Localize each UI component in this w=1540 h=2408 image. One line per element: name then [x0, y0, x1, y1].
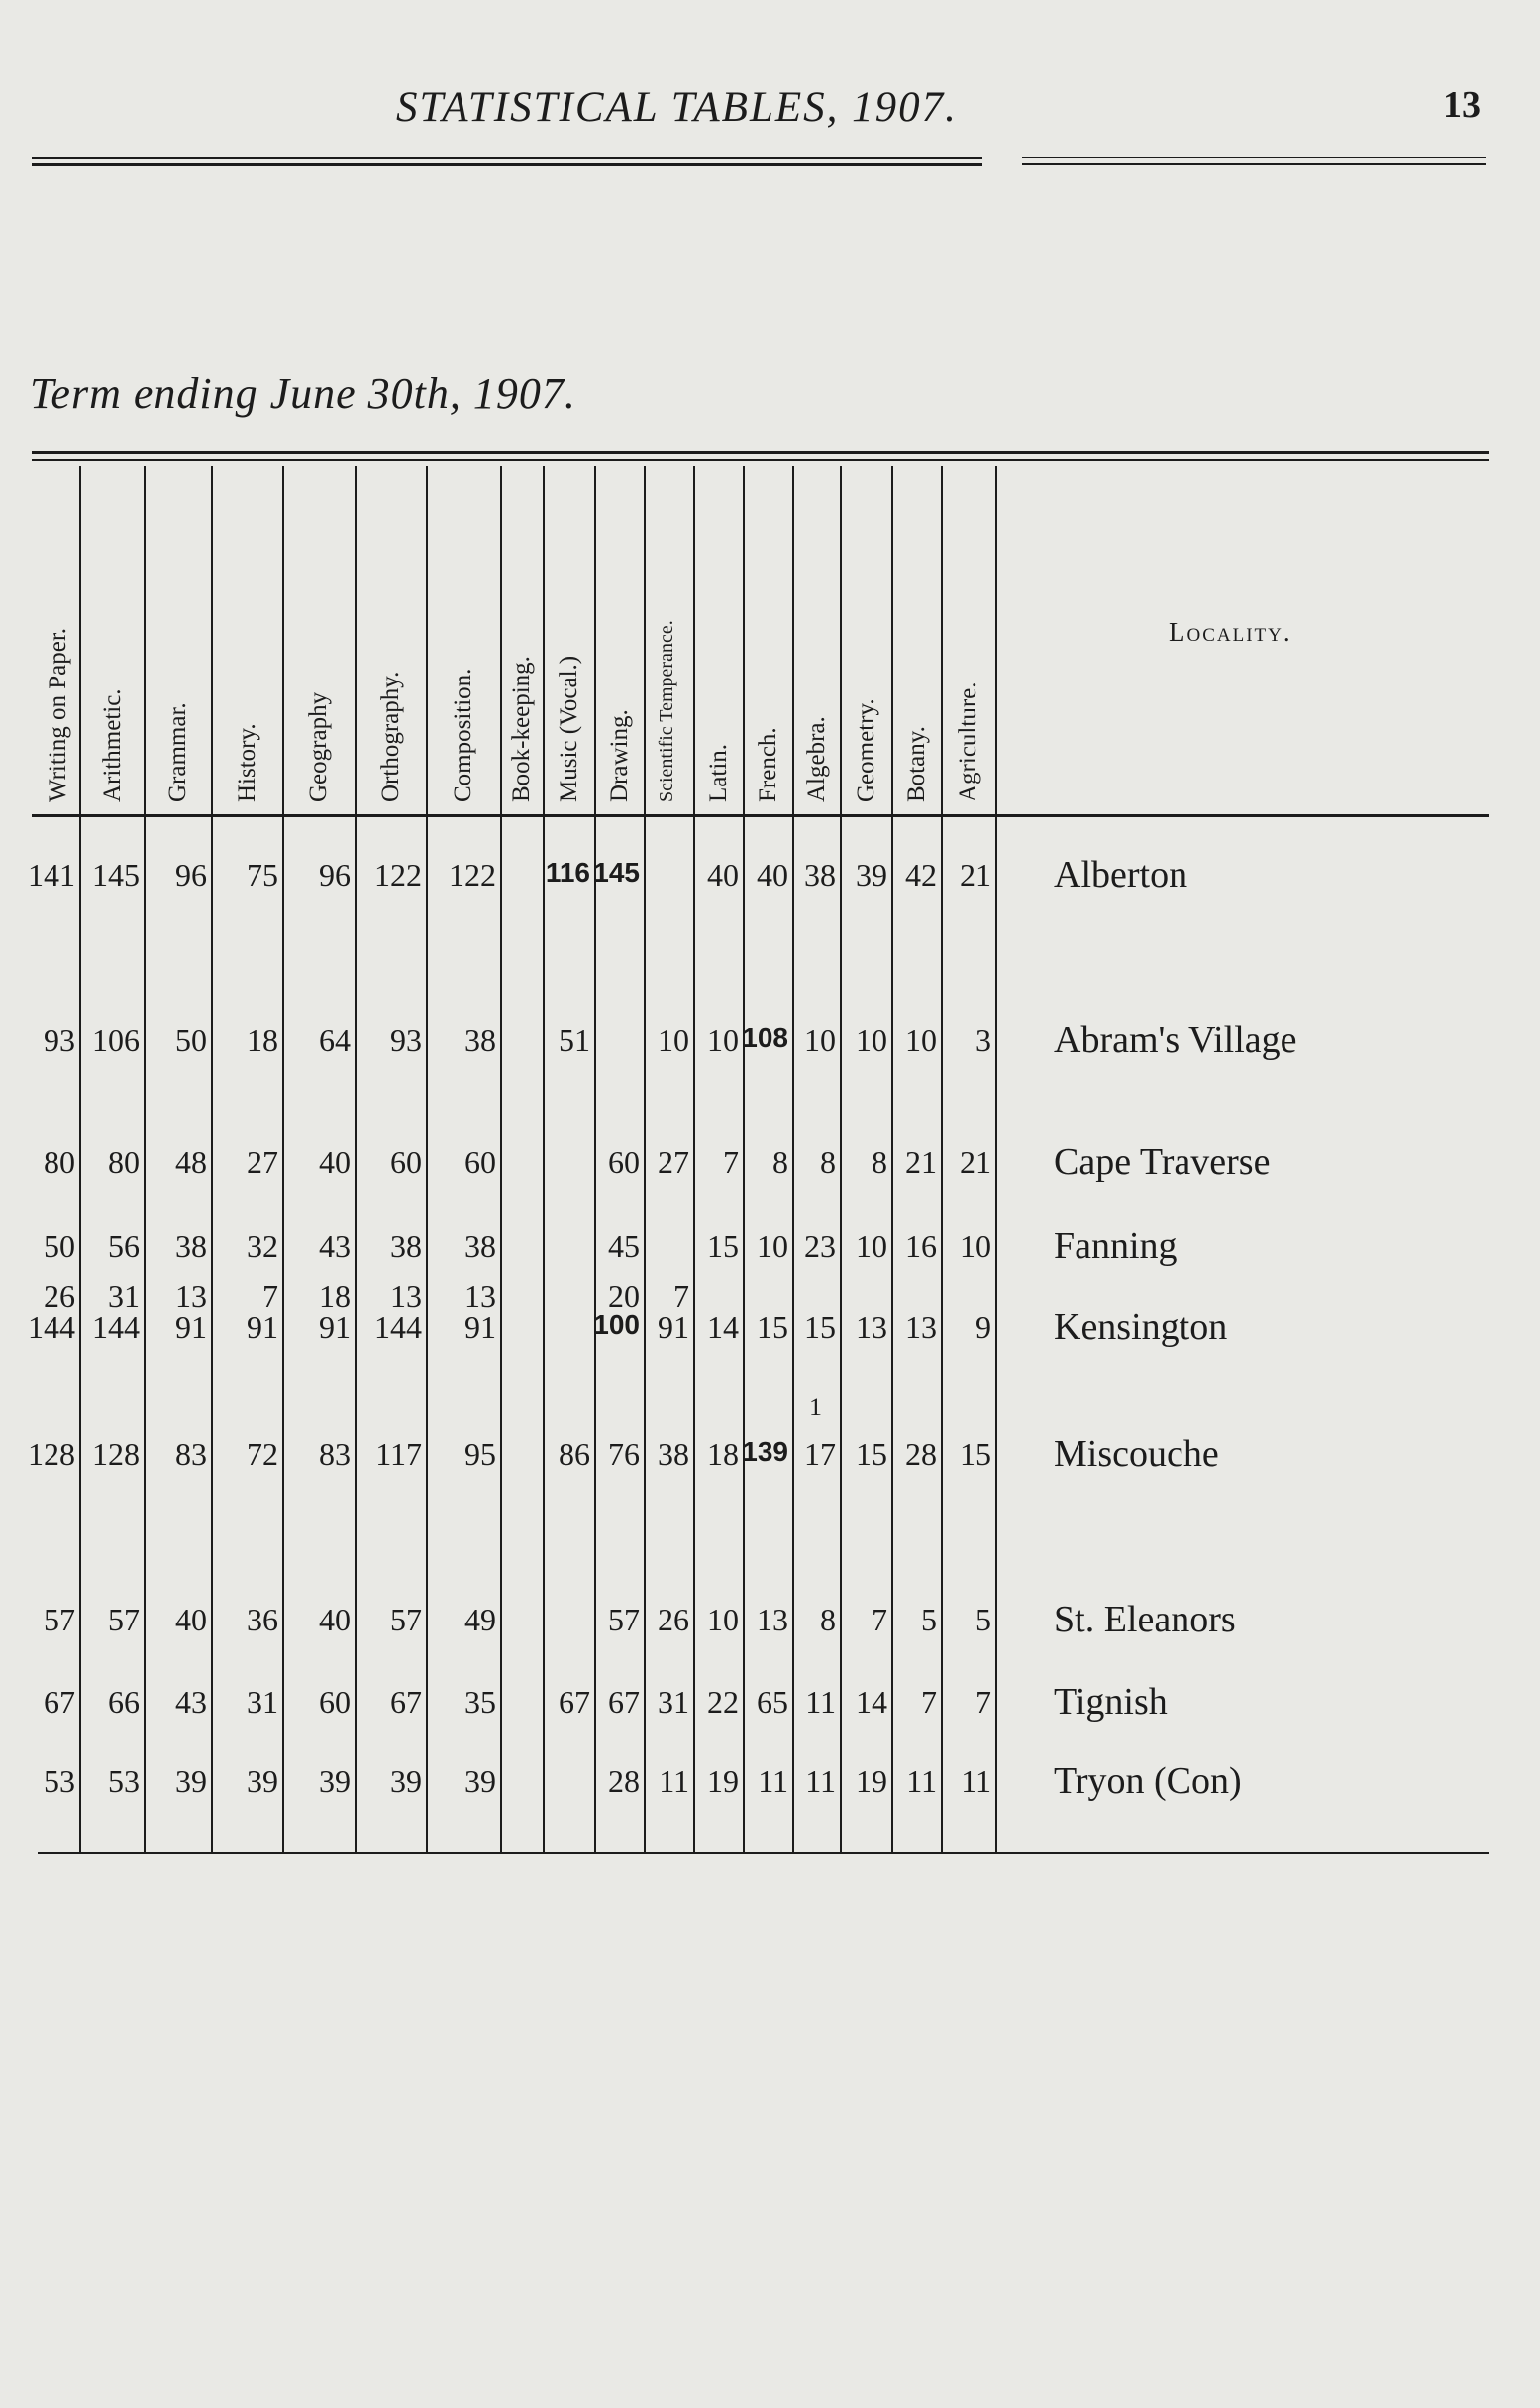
column-header: Agriculture. [955, 681, 981, 802]
locality-name: Miscouche [1054, 1433, 1219, 1475]
table-cell: 122 [374, 857, 422, 892]
table-cell: 116 [545, 857, 590, 888]
table-cell: 91 [319, 1309, 351, 1345]
locality-name: Abram's Village [1054, 1019, 1297, 1061]
table-cell: 66 [108, 1684, 140, 1720]
table-cell: 7 [872, 1602, 887, 1637]
column-rule [594, 466, 596, 1852]
column-rule [941, 466, 943, 1852]
table-cell: 15 [707, 1228, 739, 1264]
table-cell: 13 [757, 1602, 788, 1637]
table-cell: 43 [319, 1228, 351, 1264]
table-cell: 108 [742, 1022, 788, 1053]
table-cell: 40 [707, 857, 739, 892]
column-header: Geometry. [852, 698, 879, 802]
locality-name: Tignish [1054, 1681, 1168, 1723]
page-number: 13 [1443, 84, 1481, 126]
table-cell: 96 [319, 857, 351, 892]
table-cell: 9 [975, 1309, 991, 1345]
table-bottom-rule [38, 1852, 1489, 1854]
table-cell: 75 [247, 857, 278, 892]
table-cell: 106 [92, 1022, 140, 1058]
table-cell: 11 [758, 1763, 788, 1799]
locality-name: Alberton [1054, 854, 1188, 895]
table-cell: 40 [175, 1602, 207, 1637]
table-cell: 57 [44, 1602, 75, 1637]
table-cell: 20 [608, 1278, 640, 1313]
table-cell: 10 [757, 1228, 788, 1264]
table-cell: 60 [464, 1144, 496, 1180]
column-rule [693, 466, 695, 1852]
table-cell: 38 [175, 1228, 207, 1264]
table-cell: 15 [804, 1309, 836, 1345]
table-cell: 36 [247, 1602, 278, 1637]
table-cell: 8 [820, 1602, 836, 1637]
column-header: Grammar. [163, 702, 191, 802]
table-cell: 57 [108, 1602, 140, 1637]
table-cell: 139 [742, 1436, 788, 1467]
table-cell: 19 [856, 1763, 887, 1799]
table-cell: 80 [108, 1144, 140, 1180]
table-cell: 128 [28, 1436, 75, 1472]
table-cell: 18 [247, 1022, 278, 1058]
table-cell: 14 [707, 1309, 739, 1345]
table-cell: 122 [449, 857, 496, 892]
table-cell: 91 [658, 1309, 689, 1345]
table-cell: 60 [390, 1144, 422, 1180]
table-cell: 39 [175, 1763, 207, 1799]
table-cell: 86 [559, 1436, 590, 1472]
table-cell: 23 [804, 1228, 836, 1264]
locality-name: Kensington [1054, 1307, 1228, 1348]
table-top-rule [32, 451, 1489, 463]
column-header: Orthography. [376, 671, 404, 802]
column-rule [500, 466, 502, 1852]
table-cell: 91 [247, 1309, 278, 1345]
table-cell: 7 [723, 1144, 739, 1180]
table-cell: 38 [464, 1022, 496, 1058]
table-cell: 80 [44, 1144, 75, 1180]
table-cell: 39 [390, 1763, 422, 1799]
table-cell: 10 [804, 1022, 836, 1058]
column-rule [644, 466, 646, 1852]
table-cell: 67 [44, 1684, 75, 1720]
table-cell: 56 [108, 1228, 140, 1264]
column-rule [355, 466, 357, 1852]
locality-name: Cape Traverse [1054, 1141, 1271, 1183]
column-header: Algebra. [802, 716, 830, 802]
table-cell: 50 [175, 1022, 207, 1058]
table-cell: 145 [593, 857, 640, 888]
table-cell: 26 [44, 1278, 75, 1313]
table-cell: 91 [464, 1309, 496, 1345]
column-header: Composition. [450, 668, 476, 802]
table-cell: 13 [464, 1278, 496, 1313]
table-cell: 39 [247, 1763, 278, 1799]
table-cell: 128 [92, 1436, 140, 1472]
table-cell: 67 [608, 1684, 640, 1720]
table-cell: 45 [608, 1228, 640, 1264]
table-cell: 141 [28, 857, 75, 892]
column-header: Arithmetic. [98, 688, 126, 802]
column-header: Scientific Temperance. [655, 620, 677, 802]
locality-column-header: Locality. [1169, 617, 1292, 647]
table-cell: 43 [175, 1684, 207, 1720]
table-cell: 16 [905, 1228, 937, 1264]
table-cell: 48 [175, 1144, 207, 1180]
table-cell: 38 [390, 1228, 422, 1264]
table-cell: 18 [319, 1278, 351, 1313]
table-cell: 10 [905, 1022, 937, 1058]
table-cell: 10 [707, 1602, 739, 1637]
table-cell: 60 [319, 1684, 351, 1720]
cell-note: 1 [809, 1393, 822, 1421]
table-cell: 95 [464, 1436, 496, 1472]
table-cell: 17 [804, 1436, 836, 1472]
table-cell: 35 [464, 1684, 496, 1720]
table-cell: 144 [28, 1309, 75, 1345]
table-cell: 13 [390, 1278, 422, 1313]
table-cell: 38 [804, 857, 836, 892]
table-cell: 21 [960, 1144, 991, 1180]
table-cell: 83 [175, 1436, 207, 1472]
table-cell: 31 [247, 1684, 278, 1720]
table-cell: 21 [905, 1144, 937, 1180]
table-cell: 3 [975, 1022, 991, 1058]
table-cell: 65 [757, 1684, 788, 1720]
table-cell: 22 [707, 1684, 739, 1720]
table-cell: 10 [856, 1022, 887, 1058]
table-cell: 7 [921, 1684, 937, 1720]
locality-name: St. Eleanors [1054, 1599, 1236, 1640]
table-cell: 83 [319, 1436, 351, 1472]
table-cell: 144 [92, 1309, 140, 1345]
table-cell: 15 [856, 1436, 887, 1472]
table-cell: 49 [464, 1602, 496, 1637]
table-cell: 8 [872, 1144, 887, 1180]
table-cell: 39 [464, 1763, 496, 1799]
table-cell: 31 [658, 1684, 689, 1720]
table-cell: 18 [707, 1436, 739, 1472]
locality-name: Fanning [1054, 1225, 1178, 1267]
table-cell: 11 [906, 1763, 937, 1799]
table-cell: 57 [390, 1602, 422, 1637]
column-rule [995, 466, 997, 1852]
table-cell: 8 [772, 1144, 788, 1180]
header-rule [32, 157, 1486, 164]
table-cell: 13 [856, 1309, 887, 1345]
table-cell: 10 [960, 1228, 991, 1264]
column-rule [282, 466, 284, 1852]
table-cell: 26 [658, 1602, 689, 1637]
column-header: History. [233, 723, 260, 802]
table-cell: 13 [175, 1278, 207, 1313]
column-rule [840, 466, 842, 1852]
table-cell: 67 [559, 1684, 590, 1720]
table-cell: 11 [805, 1763, 836, 1799]
column-header: Geography [305, 691, 332, 802]
table-cell: 117 [375, 1436, 422, 1472]
table-cell: 11 [805, 1684, 836, 1720]
table-cell: 14 [856, 1684, 887, 1720]
table-cell: 72 [247, 1436, 278, 1472]
table-cell: 42 [905, 857, 937, 892]
table-cell: 57 [608, 1602, 640, 1637]
column-rule [743, 466, 745, 1852]
table-cell: 7 [975, 1684, 991, 1720]
table-cell: 15 [960, 1436, 991, 1472]
column-rule [426, 466, 428, 1852]
table-cell: 31 [108, 1278, 140, 1313]
table-cell: 100 [593, 1309, 640, 1340]
table-cell: 96 [175, 857, 207, 892]
table-cell: 60 [608, 1144, 640, 1180]
column-rule [792, 466, 794, 1852]
table-cell: 144 [374, 1309, 422, 1345]
table-cell: 10 [658, 1022, 689, 1058]
table-cell: 7 [673, 1278, 689, 1313]
table-cell: 28 [905, 1436, 937, 1472]
table-cell: 19 [707, 1763, 739, 1799]
table-cell: 8 [820, 1144, 836, 1180]
table-cell: 145 [92, 857, 140, 892]
table-cell: 5 [921, 1602, 937, 1637]
column-rule [543, 466, 545, 1852]
table-cell: 15 [757, 1309, 788, 1345]
table-cell: 53 [108, 1763, 140, 1799]
table-cell: 67 [390, 1684, 422, 1720]
table-cell: 93 [44, 1022, 75, 1058]
column-header: Latin. [704, 743, 732, 802]
table-cell: 27 [658, 1144, 689, 1180]
column-rule [211, 466, 213, 1852]
header-bottom-rule [32, 814, 1489, 817]
column-header: Drawing. [605, 709, 633, 802]
table-cell: 50 [44, 1228, 75, 1264]
table-cell: 28 [608, 1763, 640, 1799]
table-cell: 13 [905, 1309, 937, 1345]
table-cell: 39 [856, 857, 887, 892]
column-header: Music (Vocal.) [555, 655, 582, 802]
table-cell: 5 [975, 1602, 991, 1637]
table-cell: 93 [390, 1022, 422, 1058]
column-rule [891, 466, 893, 1852]
table-cell: 51 [559, 1022, 590, 1058]
table-cell: 21 [960, 857, 991, 892]
table-cell: 10 [856, 1228, 887, 1264]
table-cell: 11 [961, 1763, 991, 1799]
table-cell: 38 [464, 1228, 496, 1264]
table-cell: 38 [658, 1436, 689, 1472]
running-head-title: STATISTICAL TABLES, 1907. [396, 84, 958, 131]
column-header: Writing on Paper. [45, 627, 71, 802]
column-rule [144, 466, 146, 1852]
table-cell: 76 [608, 1436, 640, 1472]
column-rule [79, 466, 81, 1852]
column-header: Book-keeping. [508, 656, 535, 802]
table-cell: 40 [757, 857, 788, 892]
table-cell: 39 [319, 1763, 351, 1799]
table-cell: 11 [659, 1763, 689, 1799]
table-cell: 53 [44, 1763, 75, 1799]
running-head [0, 83, 1540, 143]
table-cell: 10 [707, 1022, 739, 1058]
table-cell: 32 [247, 1228, 278, 1264]
table-cell: 40 [319, 1144, 351, 1180]
column-header: French. [754, 727, 781, 802]
table-cell: 7 [262, 1278, 278, 1313]
table-cell: 64 [319, 1022, 351, 1058]
table-cell: 40 [319, 1602, 351, 1637]
table-cell: 27 [247, 1144, 278, 1180]
table-cell: 91 [175, 1309, 207, 1345]
column-header: Botany. [902, 726, 930, 802]
term-heading: Term ending June 30th, 1907. [30, 369, 576, 418]
locality-name: Tryon (Con) [1054, 1760, 1242, 1802]
